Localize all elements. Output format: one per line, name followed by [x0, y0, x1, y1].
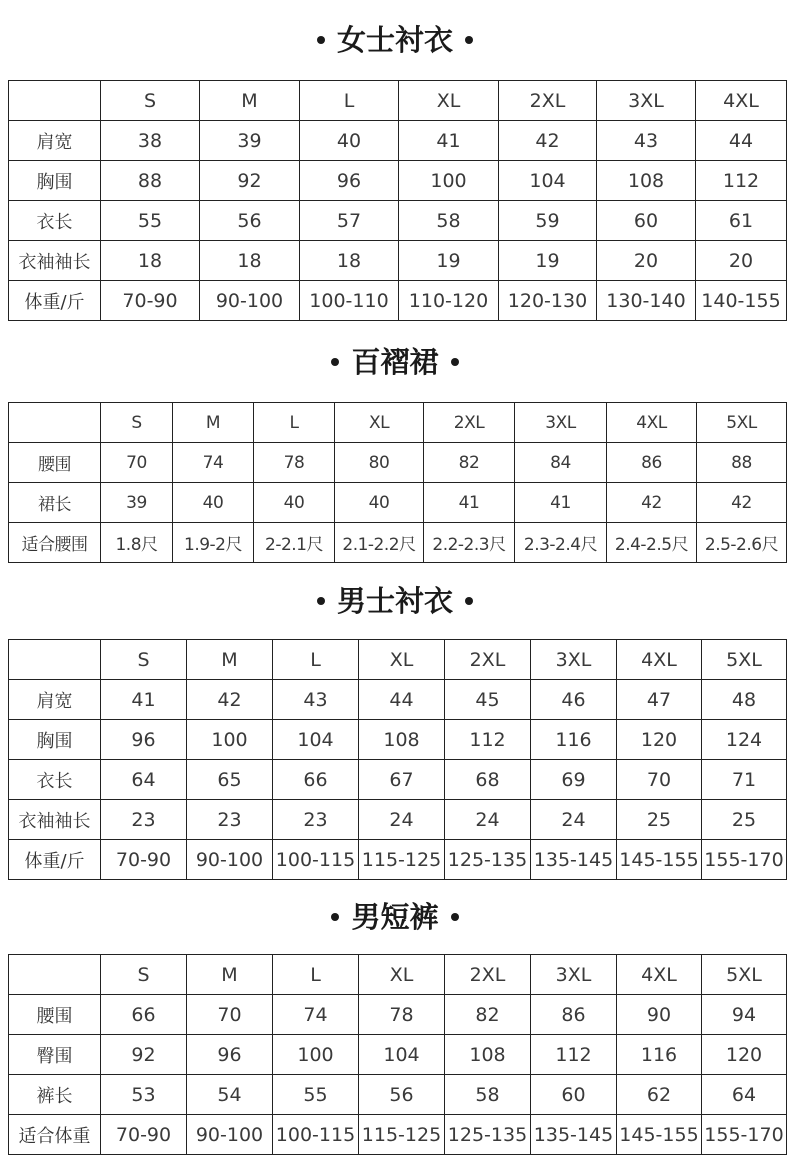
- table-cell: 42: [697, 483, 787, 523]
- row-label: 胸围: [9, 161, 101, 201]
- size-header-cell: S: [101, 955, 187, 995]
- size-header-cell: 5XL: [697, 403, 787, 443]
- table-cell: 20: [597, 241, 696, 281]
- table-cell: 41: [399, 121, 499, 161]
- table-cell: 108: [445, 1035, 531, 1075]
- table-cell: 70: [187, 995, 273, 1035]
- table-cell: 145-155: [617, 840, 702, 880]
- table-cell: 1.9-2尺: [173, 523, 254, 563]
- table-row: [9, 720, 787, 760]
- table-cell: 88: [697, 443, 787, 483]
- table-cell: 67: [359, 760, 445, 800]
- section-title-pleated-skirt: [0, 344, 790, 380]
- table-cell: 86: [531, 995, 617, 1035]
- size-header-cell: 5XL: [702, 955, 787, 995]
- table-row: [9, 161, 787, 201]
- table-row: [9, 840, 787, 880]
- table-header-row: [9, 955, 787, 995]
- table-cell: 115-125: [359, 840, 445, 880]
- table-cell: 18: [200, 241, 300, 281]
- table-cell: 61: [696, 201, 787, 241]
- table-cell: 1.8尺: [101, 523, 173, 563]
- table-cell: 24: [531, 800, 617, 840]
- table-cell: 70-90: [101, 840, 187, 880]
- table-cell: 100: [187, 720, 273, 760]
- table-header-row: [9, 640, 787, 680]
- table-cell: 140-155: [696, 281, 787, 321]
- size-header-cell: L: [300, 81, 399, 121]
- table-cell: 53: [101, 1075, 187, 1115]
- table-cell: 40: [335, 483, 424, 523]
- table-cell: 94: [702, 995, 787, 1035]
- table-row: [9, 680, 787, 720]
- table-cell: 74: [173, 443, 254, 483]
- table-cell: 23: [101, 800, 187, 840]
- table-cell: 108: [597, 161, 696, 201]
- table-cell: 57: [300, 201, 399, 241]
- table-cell: 100-115: [273, 1115, 359, 1155]
- size-header-cell: S: [101, 81, 200, 121]
- table-cell: 46: [531, 680, 617, 720]
- row-label: 裤长: [9, 1075, 101, 1115]
- size-header-cell: 5XL: [702, 640, 787, 680]
- table-row: [9, 443, 787, 483]
- table-cell: 45: [445, 680, 531, 720]
- bullet-dot-icon: [451, 358, 459, 366]
- table-cell: 92: [200, 161, 300, 201]
- table-row: [9, 281, 787, 321]
- size-header-cell: 4XL: [617, 955, 702, 995]
- size-header-cell: L: [273, 640, 359, 680]
- table-cell: 70: [617, 760, 702, 800]
- row-label: 衣长: [9, 201, 101, 241]
- table-cell: 100: [399, 161, 499, 201]
- table-cell: 120: [617, 720, 702, 760]
- table-cell: 58: [399, 201, 499, 241]
- table-cell: 71: [702, 760, 787, 800]
- table-cell: 70-90: [101, 1115, 187, 1155]
- table-cell: 65: [187, 760, 273, 800]
- table-cell: 18: [300, 241, 399, 281]
- table-cell: 60: [531, 1075, 617, 1115]
- size-header-cell: 2XL: [445, 955, 531, 995]
- size-header-cell: L: [273, 955, 359, 995]
- table-cell: 124: [702, 720, 787, 760]
- table-cell: 96: [300, 161, 399, 201]
- table-cell: 84: [515, 443, 607, 483]
- table-cell: 2-2.1尺: [254, 523, 335, 563]
- row-label: 臀围: [9, 1035, 101, 1075]
- corner-cell: [9, 955, 101, 995]
- table-cell: 23: [273, 800, 359, 840]
- bullet-dot-icon: [331, 913, 339, 921]
- table-cell: 39: [200, 121, 300, 161]
- table-cell: 41: [515, 483, 607, 523]
- row-label: 衣长: [9, 760, 101, 800]
- table-cell: 48: [702, 680, 787, 720]
- table-row: [9, 1115, 787, 1155]
- table-cell: 55: [273, 1075, 359, 1115]
- size-header-cell: 2XL: [499, 81, 597, 121]
- table-cell: 19: [399, 241, 499, 281]
- table-cell: 96: [101, 720, 187, 760]
- table-cell: 62: [617, 1075, 702, 1115]
- table-cell: 2.4-2.5尺: [607, 523, 697, 563]
- table-cell: 110-120: [399, 281, 499, 321]
- table-cell: 44: [359, 680, 445, 720]
- table-cell: 60: [597, 201, 696, 241]
- bullet-dot-icon: [317, 36, 325, 44]
- table-cell: 116: [617, 1035, 702, 1075]
- table-row: [9, 1035, 787, 1075]
- table-cell: 125-135: [445, 1115, 531, 1155]
- table-row: [9, 1075, 787, 1115]
- table-cell: 90-100: [187, 840, 273, 880]
- size-header-cell: M: [200, 81, 300, 121]
- size-table-womens-shirt: [8, 80, 787, 321]
- bullet-dot-icon: [451, 913, 459, 921]
- table-cell: 64: [702, 1075, 787, 1115]
- row-label: 体重/斤: [9, 281, 101, 321]
- table-cell: 116: [531, 720, 617, 760]
- size-table-mens-shirt: [8, 639, 787, 880]
- table-row: [9, 800, 787, 840]
- row-label: 腰围: [9, 443, 101, 483]
- table-cell: 54: [187, 1075, 273, 1115]
- table-cell: 108: [359, 720, 445, 760]
- table-cell: 82: [445, 995, 531, 1035]
- size-header-cell: L: [254, 403, 335, 443]
- table-cell: 92: [101, 1035, 187, 1075]
- row-label: 适合体重: [9, 1115, 101, 1155]
- table-cell: 2.3-2.4尺: [515, 523, 607, 563]
- table-cell: 82: [424, 443, 515, 483]
- corner-cell: [9, 81, 101, 121]
- table-cell: 125-135: [445, 840, 531, 880]
- table-cell: 78: [359, 995, 445, 1035]
- table-row: [9, 760, 787, 800]
- size-header-cell: S: [101, 403, 173, 443]
- table-cell: 68: [445, 760, 531, 800]
- row-label: 适合腰围: [9, 523, 101, 563]
- table-cell: 59: [499, 201, 597, 241]
- corner-cell: [9, 640, 101, 680]
- table-cell: 47: [617, 680, 702, 720]
- row-label: 腰围: [9, 995, 101, 1035]
- table-cell: 58: [445, 1075, 531, 1115]
- table-cell: 70: [101, 443, 173, 483]
- bullet-dot-icon: [465, 36, 473, 44]
- table-cell: 155-170: [702, 1115, 787, 1155]
- table-cell: 115-125: [359, 1115, 445, 1155]
- table-cell: 42: [187, 680, 273, 720]
- size-header-cell: XL: [359, 955, 445, 995]
- size-header-cell: 3XL: [531, 640, 617, 680]
- table-cell: 130-140: [597, 281, 696, 321]
- table-cell: 135-145: [531, 840, 617, 880]
- size-header-cell: S: [101, 640, 187, 680]
- table-cell: 41: [101, 680, 187, 720]
- table-row: [9, 483, 787, 523]
- size-header-cell: XL: [359, 640, 445, 680]
- table-cell: 2.2-2.3尺: [424, 523, 515, 563]
- size-header-cell: 4XL: [607, 403, 697, 443]
- size-header-cell: XL: [335, 403, 424, 443]
- row-label: 胸围: [9, 720, 101, 760]
- section-title-text: 男士衬衣: [336, 584, 453, 618]
- table-cell: 66: [101, 995, 187, 1035]
- table-cell: 100-115: [273, 840, 359, 880]
- table-cell: 40: [300, 121, 399, 161]
- table-row: [9, 201, 787, 241]
- corner-cell: [9, 403, 101, 443]
- size-header-cell: 4XL: [617, 640, 702, 680]
- section-title-womens-shirt: [0, 22, 790, 58]
- table-cell: 20: [696, 241, 787, 281]
- table-cell: 86: [607, 443, 697, 483]
- table-cell: 112: [445, 720, 531, 760]
- size-header-cell: 3XL: [531, 955, 617, 995]
- table-cell: 112: [696, 161, 787, 201]
- section-title-mens-shirt: [0, 583, 790, 619]
- table-cell: 135-145: [531, 1115, 617, 1155]
- table-cell: 40: [173, 483, 254, 523]
- row-label: 衣袖袖长: [9, 241, 101, 281]
- bullet-dot-icon: [465, 597, 473, 605]
- section-title-text: 百褶裙: [351, 345, 439, 379]
- table-cell: 104: [273, 720, 359, 760]
- table-cell: 66: [273, 760, 359, 800]
- table-cell: 42: [607, 483, 697, 523]
- table-cell: 24: [445, 800, 531, 840]
- table-cell: 56: [200, 201, 300, 241]
- table-cell: 78: [254, 443, 335, 483]
- table-cell: 74: [273, 995, 359, 1035]
- table-cell: 56: [359, 1075, 445, 1115]
- bullet-dot-icon: [317, 597, 325, 605]
- table-cell: 104: [499, 161, 597, 201]
- section-title-text: 男短裤: [351, 900, 439, 934]
- table-cell: 120: [702, 1035, 787, 1075]
- table-header-row: [9, 81, 787, 121]
- table-row: [9, 523, 787, 563]
- section-title-mens-shorts: [0, 899, 790, 935]
- table-cell: 69: [531, 760, 617, 800]
- table-cell: 90-100: [187, 1115, 273, 1155]
- table-cell: 38: [101, 121, 200, 161]
- section-title-text: 女士衬衣: [336, 23, 453, 57]
- size-header-cell: 4XL: [696, 81, 787, 121]
- table-cell: 96: [187, 1035, 273, 1075]
- table-cell: 43: [273, 680, 359, 720]
- size-header-cell: XL: [399, 81, 499, 121]
- table-cell: 25: [617, 800, 702, 840]
- table-cell: 2.1-2.2尺: [335, 523, 424, 563]
- table-cell: 104: [359, 1035, 445, 1075]
- row-label: 肩宽: [9, 680, 101, 720]
- table-header-row: [9, 403, 787, 443]
- size-header-cell: 2XL: [424, 403, 515, 443]
- table-cell: 2.5-2.6尺: [697, 523, 787, 563]
- table-cell: 55: [101, 201, 200, 241]
- size-header-cell: M: [173, 403, 254, 443]
- table-row: [9, 121, 787, 161]
- table-cell: 40: [254, 483, 335, 523]
- table-cell: 19: [499, 241, 597, 281]
- row-label: 肩宽: [9, 121, 101, 161]
- table-cell: 120-130: [499, 281, 597, 321]
- bullet-dot-icon: [331, 358, 339, 366]
- table-cell: 43: [597, 121, 696, 161]
- row-label: 裙长: [9, 483, 101, 523]
- table-row: [9, 241, 787, 281]
- table-row: [9, 995, 787, 1035]
- size-table-pleated-skirt: [8, 402, 787, 563]
- size-table-mens-shorts: [8, 954, 787, 1155]
- row-label: 体重/斤: [9, 840, 101, 880]
- table-cell: 18: [101, 241, 200, 281]
- table-cell: 44: [696, 121, 787, 161]
- table-cell: 80: [335, 443, 424, 483]
- table-cell: 100-110: [300, 281, 399, 321]
- size-header-cell: M: [187, 640, 273, 680]
- table-cell: 90-100: [200, 281, 300, 321]
- table-cell: 155-170: [702, 840, 787, 880]
- row-label: 衣袖袖长: [9, 800, 101, 840]
- table-cell: 64: [101, 760, 187, 800]
- table-cell: 23: [187, 800, 273, 840]
- table-cell: 24: [359, 800, 445, 840]
- table-cell: 42: [499, 121, 597, 161]
- size-header-cell: M: [187, 955, 273, 995]
- table-cell: 100: [273, 1035, 359, 1075]
- table-cell: 39: [101, 483, 173, 523]
- size-header-cell: 3XL: [515, 403, 607, 443]
- table-cell: 90: [617, 995, 702, 1035]
- table-cell: 88: [101, 161, 200, 201]
- table-cell: 41: [424, 483, 515, 523]
- table-cell: 70-90: [101, 281, 200, 321]
- size-header-cell: 3XL: [597, 81, 696, 121]
- size-header-cell: 2XL: [445, 640, 531, 680]
- table-cell: 25: [702, 800, 787, 840]
- table-cell: 145-155: [617, 1115, 702, 1155]
- table-cell: 112: [531, 1035, 617, 1075]
